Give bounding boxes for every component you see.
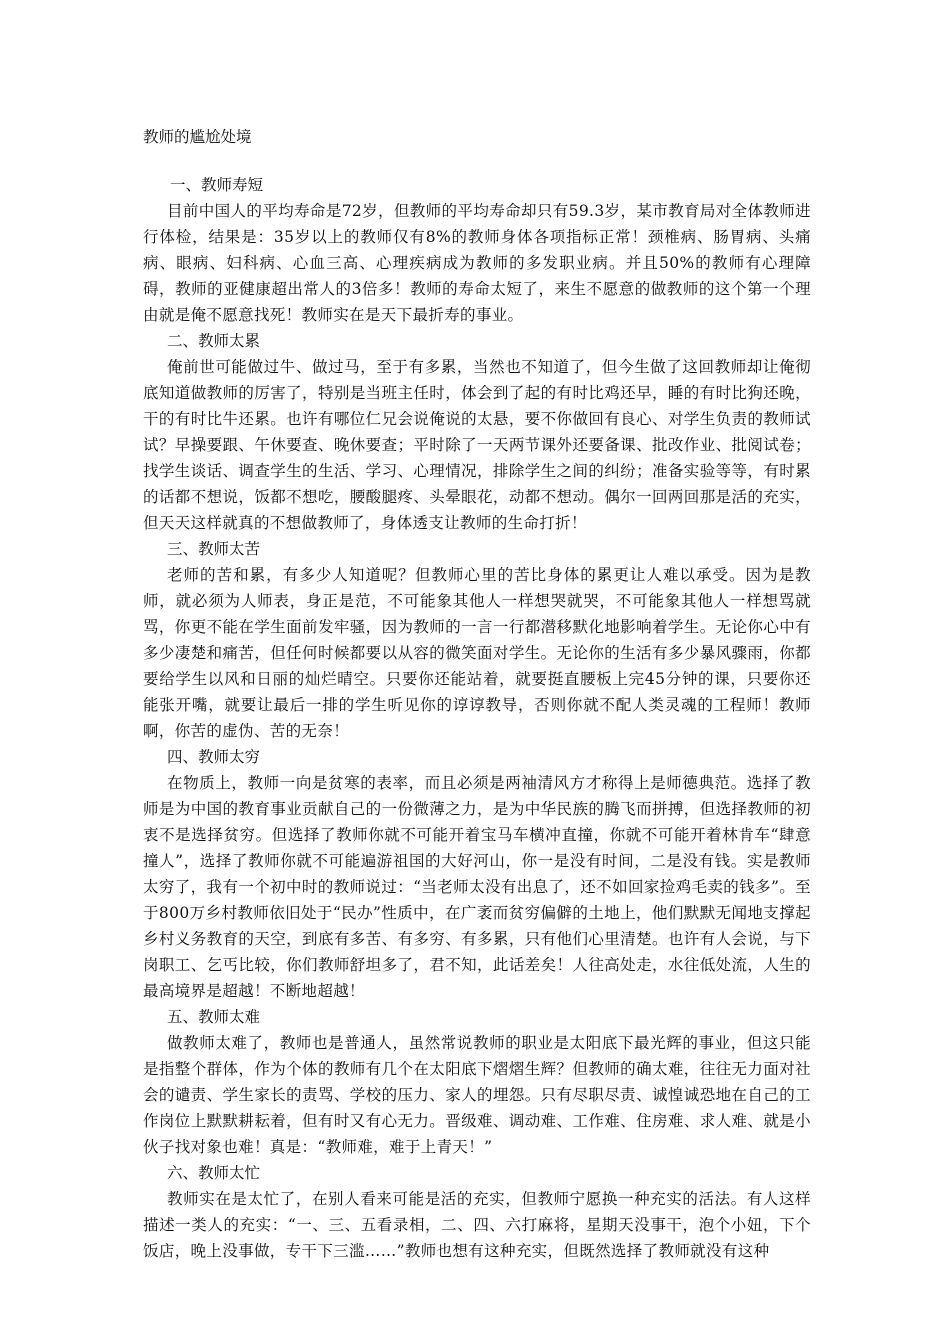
section-heading: 二、教师太累 — [167, 332, 261, 350]
section-body: 做教师太难了，教师也是普通人，虽然常说教师的职业是太阳底下最光辉的事业，但这只能是指整个群体，作为个体的教师有几个在太阳底下熠熠生辉？但教师的确太难，往往无力面对社会的谴责、学生家长的责骂、学校的压力、家人的埋怨。只有尽职尽责、诚惶诚恐地在自己的工作岗位上默默耕耘着，但有时又有心无力。晋级难、调动难、工作难、住房难、求人难、就是小伙子找对象也难！真是：“教师难，难于上青天！” — [143, 1034, 811, 1156]
section-6 — [143, 1160, 811, 1264]
document-title: 教师的尴尬处境 — [143, 128, 252, 146]
section-heading: 一、教师寿短 — [170, 176, 264, 194]
section-body: 目前中国人的平均寿命是72岁，但教师的平均寿命却只有59.3岁，某市教育局对全体教师进行体检，结果是：35岁以上的教师仅有8%的教师身体各项指标正常！颈椎病、肠胃病、头痛病、眼病、妇科病、心血三高、心理疾病成为教师的多发职业病。并且50%的教师有心理障碍，教师的亚健康超出常人的3倍多！教师的寿命太短了，来生不愿意的做教师的这个第一个理由就是俺不愿意找死！教师实在是天下最折寿的事业。 — [143, 202, 811, 324]
document-page — [143, 124, 811, 1264]
section-heading: 四、教师太穷 — [167, 748, 261, 766]
section-2 — [143, 328, 811, 536]
section-heading: 三、教师太苦 — [167, 540, 261, 558]
section-heading: 六、教师太忙 — [167, 1164, 261, 1182]
section-1 — [143, 172, 811, 328]
section-5 — [143, 1004, 811, 1160]
section-3 — [143, 536, 811, 744]
section-body: 教师实在是太忙了，在别人看来可能是活的充实，但教师宁愿换一种充实的活法。有人这样描述一类人的充实：“一、三、五看录相，二、四、六打麻将，星期天没事干，泡个小妞，下个饭店，晚上没事做，专干下三滥……”教师也想有这种充实，但既然选择了教师就没有这种 — [143, 1190, 811, 1260]
section-body: 老师的苦和累，有多少人知道呢？但教师心里的苦比身体的累更让人难以承受。因为是教师，就必须为人师表，身正是范，不可能象其他人一样想哭就哭，不可能象其他人一样想骂就骂，你更不能在学生面前发牢骚，因为教师的一言一行都潜移默化地影响着学生。无论你心中有多少凄楚和痛苦，但任何时候都要以从容的微笑面对学生。无论你的生活有多少暴风骤雨，你都要给学生以风和日丽的灿烂晴空。只要你还能站着，就要挺直腰板上完45分钟的课，只要你还能张开嘴，就要让最后一排的学生听见你的谆谆教导，否则你就不配人类灵魂的工程师！教师啊，你苦的虚伪、苦的无奈！ — [143, 566, 811, 740]
section-4 — [143, 744, 811, 1004]
section-body: 在物质上，教师一向是贫寒的表率，而且必须是两袖清风方才称得上是师德典范。选择了教师是为中国的教育事业贡献自己的一份微薄之力，是为中华民族的腾飞而拼搏，但选择教师的初衷不是选择贫穷。但选择了教师你就不可能开着宝马车横冲直撞，你就不可能开着林肯车“肆意撞人”，选择了教师你就不可能遍游祖国的大好河山，你一是没有时间，二是没有钱。实是教师太穷了，我有一个初中时的教师说过：“当老师太没有出息了，还不如回家捡鸡毛卖的钱多”。至于800万乡村教师依旧处于“民办”性质中，在广袤而贫穷偏僻的土地上，他们默默无闻地支撑起乡村义务教育的天空，到底有多苦、有多穷、有多累，只有他们心里清楚。也许有人会说，与下岗职工、乞丐比较，你们教师舒坦多了，君不知，此话差矣！人往高处走，水往低处流，人生的最高境界是超越！不断地超越！ — [143, 774, 811, 1000]
section-heading: 五、教师太难 — [167, 1008, 261, 1026]
section-body: 俺前世可能做过牛、做过马，至于有多累，当然也不知道了，但今生做了这回教师却让俺彻底知道做教师的厉害了，特别是当班主任时，体会到了起的有时比鸡还早，睡的有时比狗还晚，干的有时比牛还累。也许有哪位仁兄会说俺说的太悬，要不你做回有良心、对学生负责的教师试试？早操要跟、午休要查、晚休要查；平时除了一天两节课外还要备课、批改作业、批阅试卷；找学生谈话、调查学生的生活、学习、心理情况，排除学生之间的纠纷；准备实验等等，有时累的话都不想说，饭都不想吃，腰酸腿疼、头晕眼花，动都不想动。偶尔一回两回那是活的充实，但天天这样就真的不想做教师了，身体透支让教师的生命打折！ — [143, 358, 811, 532]
